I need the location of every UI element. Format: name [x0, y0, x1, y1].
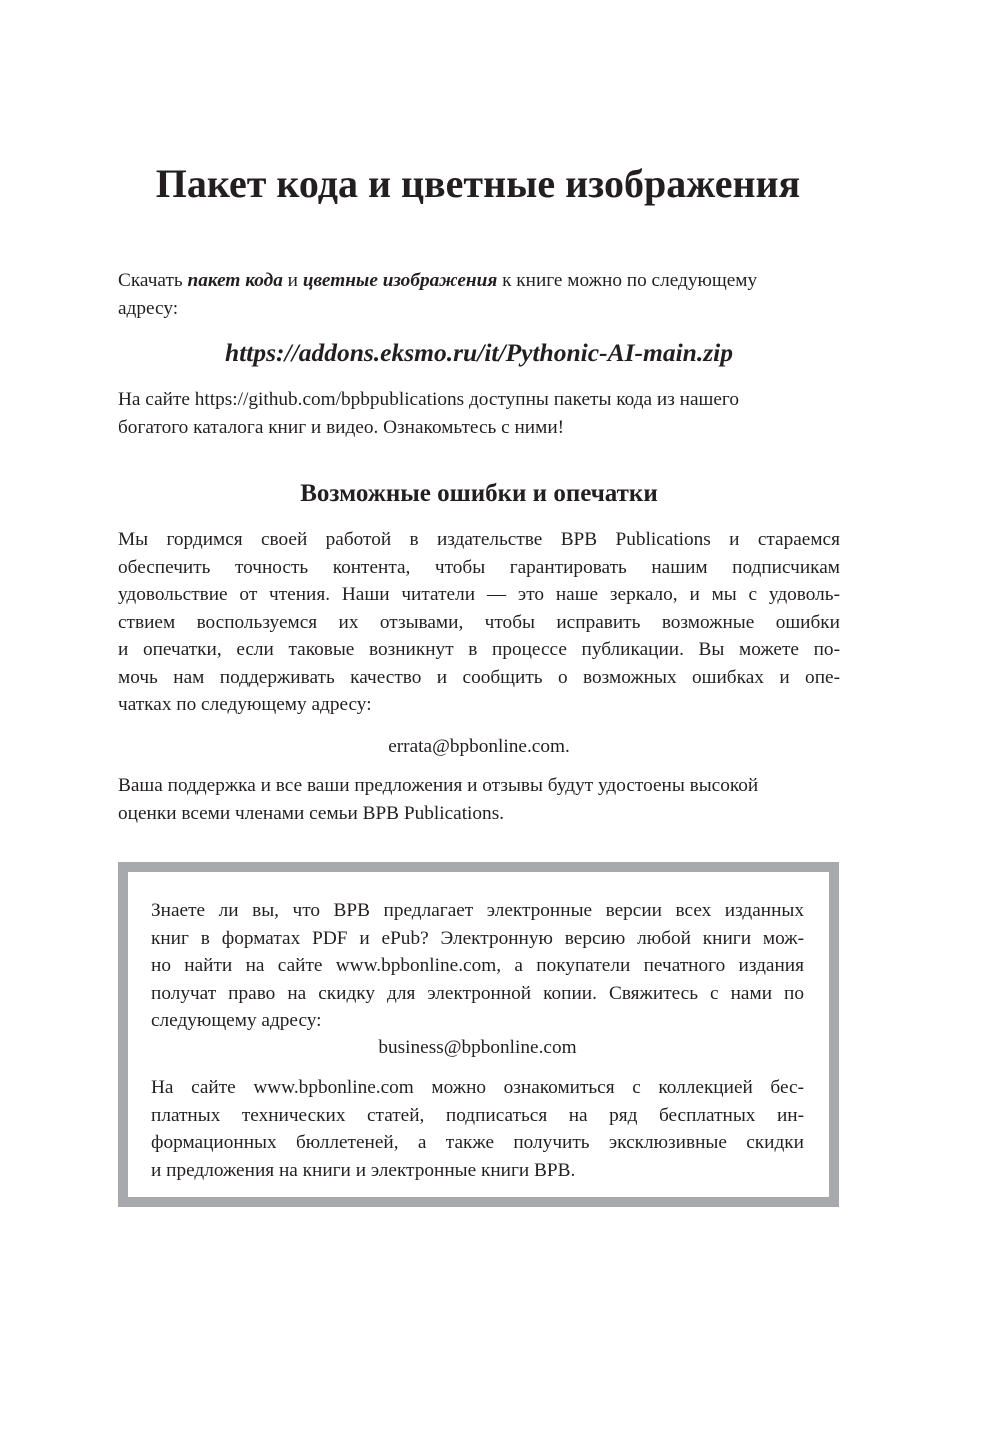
download-suffix: к книге можно по следующему: [497, 270, 758, 291]
download-paragraph: [118, 267, 840, 322]
info-line: следующему адресу:: [151, 1010, 322, 1031]
info-line: и предложения на книги и электронные книги BPB.: [151, 1159, 576, 1181]
errata-line: ствием воспользуемся их отзывами, чтобы исправить возможные ошибки: [118, 611, 840, 633]
thanks-paragraph: [118, 772, 840, 827]
info-line: книг в форматах PDF и ePub? Электронную версию любой книги мож-: [151, 927, 804, 949]
errata-email-link[interactable]: errata@bpbonline.com.: [388, 736, 570, 757]
errata-line: обеспечить точность контента, чтобы гарантировать нашим подписчикам: [118, 556, 840, 578]
thanks-line-1: Ваша поддержка и все ваши предложения и отзывы будут удостоены высокой: [118, 775, 759, 796]
thanks-line-2: оценки всеми членами семьи BPB Publications.: [118, 802, 505, 824]
info-line: но найти на сайте www.bpbonline.com, а покупатели печатного издания: [151, 955, 804, 976]
github-line-2: богатого каталога книг и видео. Ознакомьтесь с ними!: [118, 416, 565, 438]
download-suffix-line2: адресу:: [118, 297, 179, 319]
color-images-emphasis: цветные изображения: [302, 270, 498, 291]
info-box: [118, 862, 839, 1207]
info-line: получат право на скидку для электронной копии. Свяжитесь с нами по: [151, 982, 804, 1004]
info-line: платных технических статей, подписаться на ряд бесплатных ин-: [151, 1104, 804, 1126]
errata-heading: Возможные ошибки и опечатки: [300, 480, 658, 507]
errata-line: чатках по следующему адресу:: [118, 694, 372, 715]
code-download-link[interactable]: https://addons.eksmo.ru/it/Pythonic-AI-main.zip: [225, 338, 733, 367]
github-paragraph: [118, 386, 840, 441]
page-title: Пакет кода и цветные изображения: [155, 161, 801, 206]
download-prefix: Скачать: [118, 270, 188, 291]
info-line: На сайте www.bpbonline.com можно ознакомиться с коллекцией бес-: [151, 1077, 804, 1098]
github-line-1: На сайте https://github.com/bpbpublications доступны пакеты кода из нашего: [118, 389, 739, 410]
business-email-link[interactable]: business@bpbonline.com: [378, 1037, 577, 1058]
errata-line: Мы гордимся своей работой в издательстве BPB Publications и стараемся: [118, 529, 840, 550]
errata-line: удовольствие от чтения. Наши читатели — это наше зеркало, и мы с удоволь-: [118, 584, 840, 605]
download-and: и: [282, 270, 303, 291]
errata-line: и опечатки, если таковые возникнут в процессе публикации. Вы можете по-: [118, 639, 840, 660]
info-line: формационных бюллетеней, а также получить эксклюзивные скидки: [151, 1132, 804, 1153]
info-line: Знаете ли вы, что BPB предлагает электронные версии всех изданных: [151, 900, 804, 921]
code-pack-emphasis: пакет кода: [187, 270, 283, 291]
errata-line: мочь нам поддерживать качество и сообщить о возможных ошибках и опе-: [118, 666, 840, 688]
